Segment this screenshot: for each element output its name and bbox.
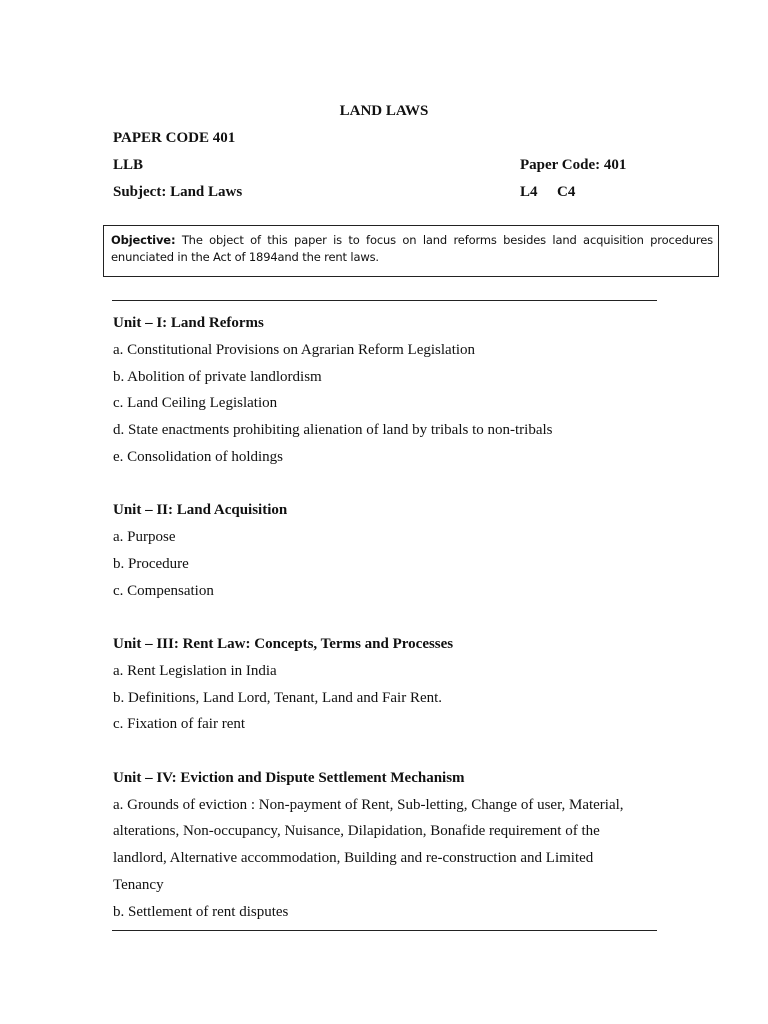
paper-code-heading: PAPER CODE 401 [113, 130, 236, 146]
unit-3-heading: Unit – III: Rent Law: Concepts, Terms and Processes [113, 636, 454, 652]
unit-3-item: c. Fixation of fair rent [113, 716, 246, 732]
unit-4-item: landlord, Alternative accommodation, Building and re-construction and Limited [113, 850, 594, 866]
objective-label: Objective: [111, 233, 176, 247]
unit-4-item: alterations, Non-occupancy, Nuisance, Dilapidation, Bonafide requirement of the [113, 823, 600, 839]
unit-2-item: a. Purpose [113, 529, 176, 545]
unit-1-heading: Unit – I: Land Reforms [113, 315, 264, 331]
objective-box [103, 225, 719, 277]
unit-3-item: b. Definitions, Land Lord, Tenant, Land and Fair Rent. [113, 690, 443, 706]
program-label: LLB [113, 157, 144, 173]
unit-4-item: b. Settlement of rent disputes [113, 904, 289, 920]
page-title: LAND LAWS [339, 103, 429, 119]
unit-1-item: d. State enactments prohibiting alienation of land by tribals to non-tribals [113, 422, 553, 438]
unit-1-item: b. Abolition of private landlordism [113, 369, 322, 385]
top-divider [112, 300, 657, 301]
subject-label: Subject: Land Laws [113, 184, 243, 200]
unit-4-item: a. Grounds of eviction : Non-payment of Rent, Sub-letting, Change of user, Material, [113, 797, 624, 813]
unit-1-item: e. Consolidation of holdings [113, 449, 283, 465]
objective-text: The object of this paper is to focus on land reforms besides land acquisition procedures enunciated in the Act of 1894and the rent laws. [111, 233, 713, 264]
unit-2-item: b. Procedure [113, 556, 189, 572]
unit-1-item: a. Constitutional Provisions on Agrarian Reform Legislation [113, 342, 476, 358]
unit-1-item: c. Land Ceiling Legislation [113, 395, 278, 411]
unit-2-heading: Unit – II: Land Acquisition [113, 502, 288, 518]
unit-4-heading: Unit – IV: Eviction and Dispute Settlement Mechanism [113, 770, 465, 786]
bottom-divider [112, 930, 657, 931]
unit-3-item: a. Rent Legislation in India [113, 663, 277, 679]
credits-l: L4 [520, 184, 538, 200]
credits-c: C4 [557, 184, 576, 200]
paper-code-right: Paper Code: 401 [520, 157, 627, 173]
unit-4-item: Tenancy [113, 877, 164, 893]
unit-2-item: c. Compensation [113, 583, 214, 599]
